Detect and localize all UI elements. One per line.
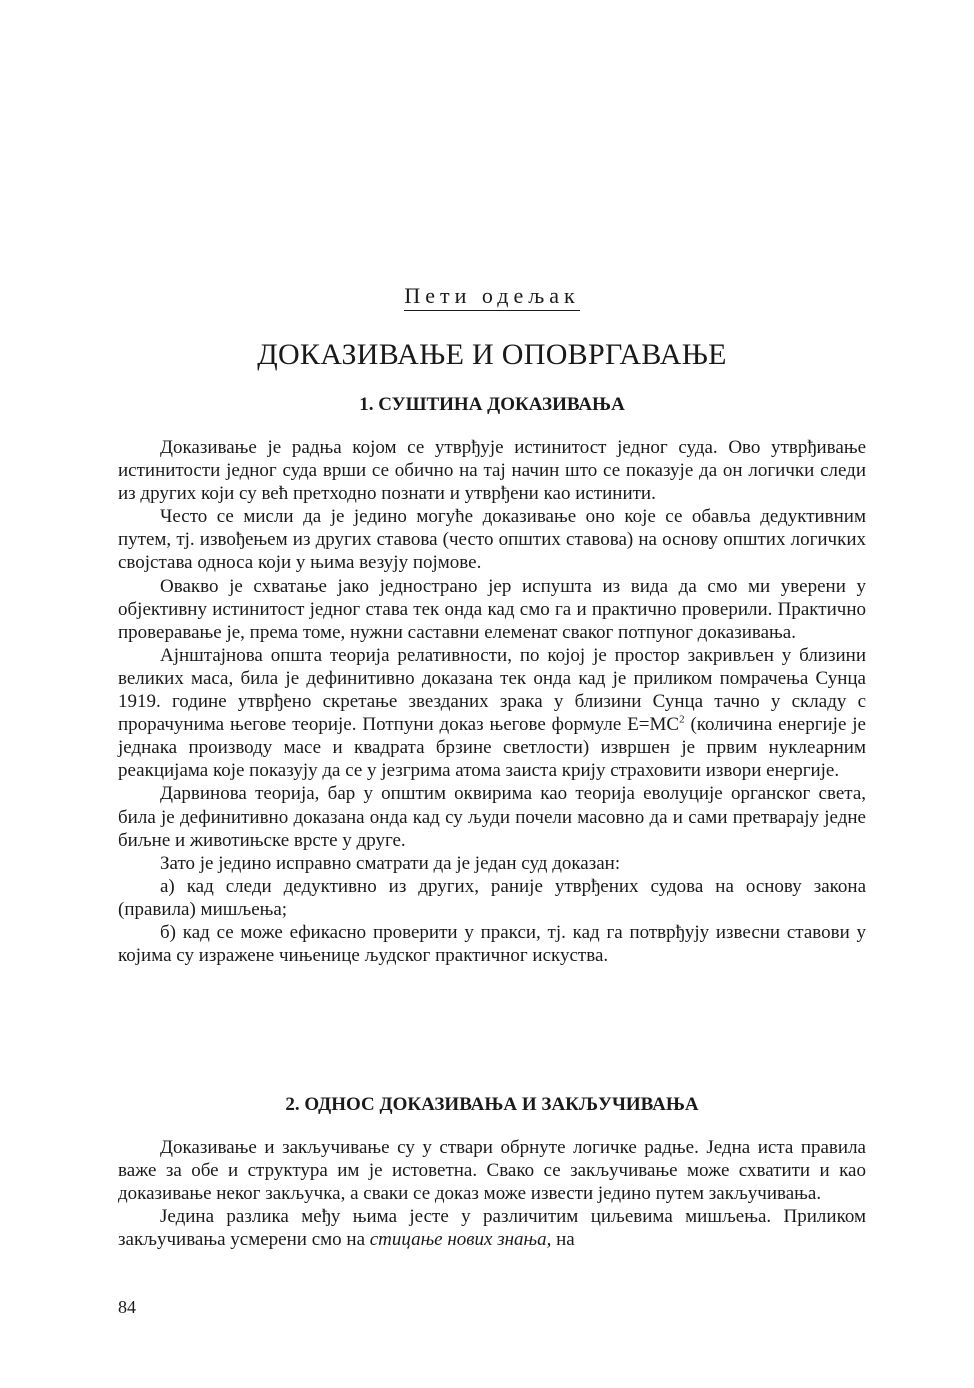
formula-exponent: 2: [679, 713, 685, 726]
paragraph: Често се мисли да је једино могуће доказивање оно које се обавља дедуктивним путем, тј. извођењем из других ставова (често општих ставова) на основу општих логичких својстава односа који у њима везују појмове.: [118, 506, 866, 574]
paragraph-text: на: [551, 1229, 575, 1251]
paragraph-text: Једина разлика међу њима јесте у различитим циљевима мишљења. Приликом закључивања усмерени смо на: [118, 1206, 866, 1251]
paragraph: Овакво је схватање јако једнострано јер испушта из вида да смо ми уверени у објективну истинитост једног става тек онда кад смо га и практично проверили. Практично проверавање је, према томе, нужни саставни елеменат сваког потпуног доказивања.: [118, 575, 866, 643]
section-2-heading: 2. ОДНОС ДОКАЗИВАЊА И ЗАКЉУЧИВАЊА: [285, 1094, 699, 1115]
chapter-title: ДОКАЗИВАЊЕ И ОПОВРГАВАЊЕ: [257, 338, 727, 371]
list-item-a: а) кад следи дедуктивно из других, раније утврђених судова на основу закона (правила) мишљења;: [118, 875, 866, 920]
list-item-b: б) кад се може ефикасно проверити у пракси, тј. кад га потврђују извесни ставови у којима су изражене чињенице људског практичног искуства.: [118, 921, 866, 967]
paragraph-text: Ајнштајнова општа теорија релативности, по којој је простор закривљен у близини великих маса, била је дефинитивно доказана тек онда кад је приликом помрачења Сунца 1919. године утврђено скретање звезданих зрака у близини Сунца тачно у складу с прорачунима његове теорије. Потпуни доказ његове формуле: [118, 644, 866, 736]
paragraph: Зато је једино исправно сматрати да је један суд доказан:: [160, 852, 621, 874]
paragraph: Доказивање и закључивање су у ствари обрнуте логичке радње. Једна иста правила важе за обе и структура им је истоветна. Свако се закључивање може схватити и као доказивање неког закључка, а сваки се доказ може извести једино путем закључивања.: [118, 1137, 866, 1205]
paragraph-text: (количина енергије је једнака производу масе и квадрата брзине светлости) извршен је првим нуклеарним реакцијама које показују да се у језгрима атома заиста крију страховити извори енергије.: [118, 714, 866, 782]
formula: $E=MC^2$: [627, 713, 685, 736]
paragraph-last: [118, 1205, 866, 1251]
paragraph: Дарвинова теорија, бар у општим оквирима као теорија еволуције органског света, била је дефинитивно доказана онда кад су људи почели масовно да и сами претварају једне биљне и животињске врсте у друге.: [118, 783, 866, 851]
section-1-heading: 1. СУШТИНА ДОКАЗИВАЊА: [359, 394, 625, 415]
section-2-body: [118, 1136, 866, 1251]
emphasis: стицање нових знања,: [369, 1229, 552, 1251]
book-page: [118, 0, 866, 1388]
section-1-body: [118, 436, 866, 967]
paragraph-einstein: [118, 644, 866, 783]
paragraph: Доказивање је радња којом се утврђује истинитост једног суда. Ово утврђивање истинитости једног суда врши се обично на тај начин што се показује да он логички следи из других који су већ претходно познати и утврђени као истинити.: [118, 437, 866, 505]
section-label: [118, 283, 866, 309]
section-label-text: Пети одељак: [404, 283, 579, 311]
page-number: 84: [118, 1297, 136, 1317]
